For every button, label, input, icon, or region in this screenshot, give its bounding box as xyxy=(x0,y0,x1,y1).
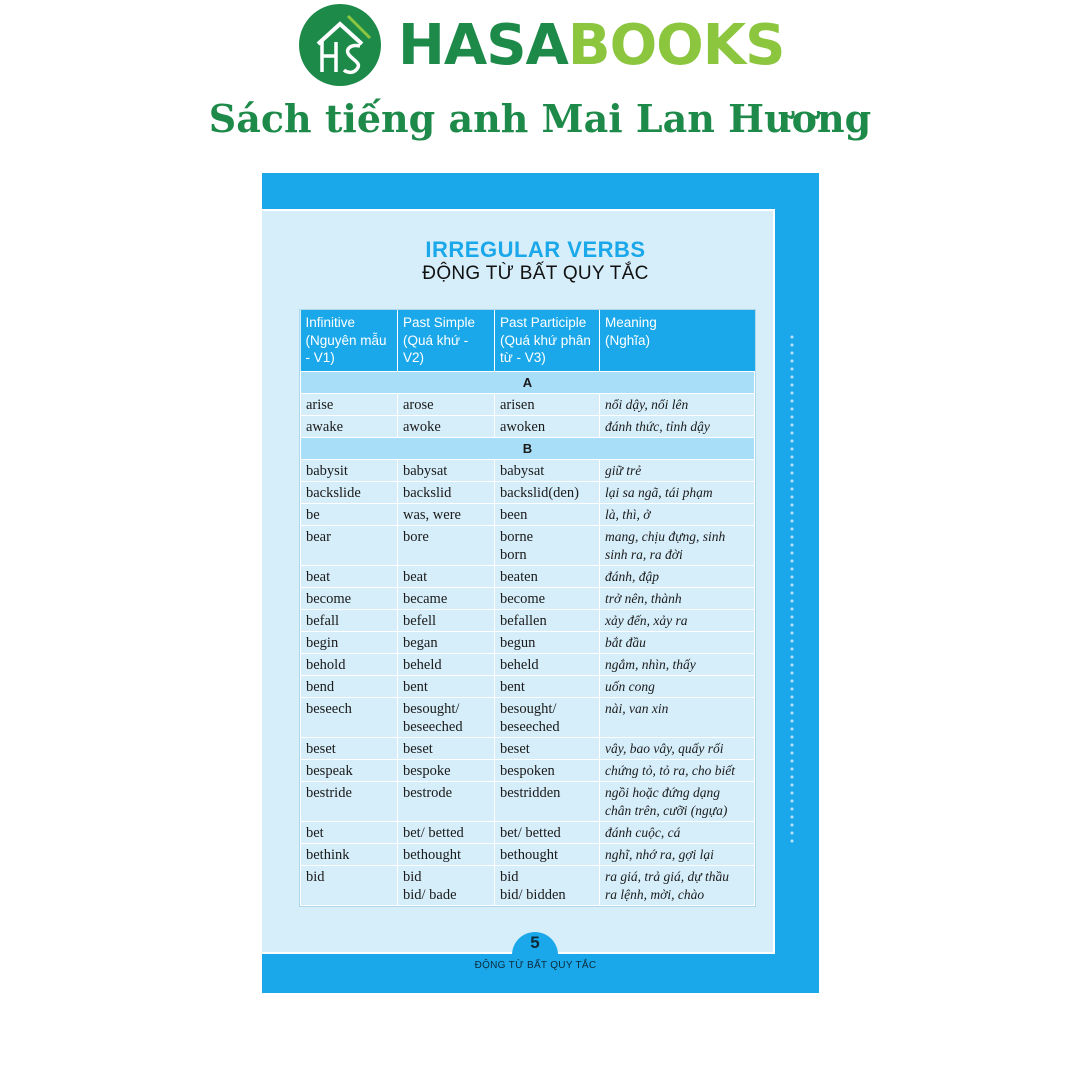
cell-past-simple: bestrode xyxy=(398,781,495,821)
brand-part-books: BOOKS xyxy=(567,13,785,78)
cell-past-simple: beset xyxy=(398,737,495,759)
column-header-meaning: Meaning (Nghĩa) xyxy=(600,310,755,371)
cell-past-participle: babysat xyxy=(495,459,600,481)
dotted-edge-decoration xyxy=(789,333,795,843)
cell-meaning: ngồi hoặc đứng dạng chân trên, cưỡi (ngựa) xyxy=(600,781,755,821)
cell-meaning: đánh thức, tỉnh dậy xyxy=(600,415,755,437)
table-row xyxy=(301,415,755,437)
table-row xyxy=(301,393,755,415)
cell-past-simple: backslid xyxy=(398,481,495,503)
page-title-vi: ĐỘNG TỪ BẤT QUY TẮC xyxy=(422,263,649,284)
cell-past-participle: bent xyxy=(495,675,600,697)
cell-past-participle: become xyxy=(495,587,600,609)
cell-infinitive: awake xyxy=(301,415,398,437)
cell-past-simple: bet/ betted xyxy=(398,821,495,843)
cell-meaning: giữ trẻ xyxy=(600,459,755,481)
table-row xyxy=(301,843,755,865)
cell-meaning: ngắm, nhìn, thấy xyxy=(600,653,755,675)
cell-past-simple: arose xyxy=(398,393,495,415)
cell-past-simple: babysat xyxy=(398,459,495,481)
table-row xyxy=(301,609,755,631)
cell-past-participle: besought/ beseeched xyxy=(495,697,600,737)
cell-past-participle: bethought xyxy=(495,843,600,865)
cell-infinitive: begin xyxy=(301,631,398,653)
letter-group-label: A xyxy=(301,371,755,393)
cell-meaning: ra giá, trả giá, dự thầu ra lệnh, mời, chào xyxy=(600,865,755,905)
cell-past-simple: bethought xyxy=(398,843,495,865)
column-header-past-participle: Past Participle (Quá khứ phân từ - V3) xyxy=(495,310,600,371)
table-row xyxy=(301,675,755,697)
cell-infinitive: bear xyxy=(301,525,398,565)
cell-meaning: vây, bao vây, quấy rối xyxy=(600,737,755,759)
cell-past-participle: awoken xyxy=(495,415,600,437)
table-header-row xyxy=(301,310,755,371)
cell-past-simple: bid bid/ bade xyxy=(398,865,495,905)
cell-past-participle: bet/ betted xyxy=(495,821,600,843)
table-row xyxy=(301,525,755,565)
letter-group-row xyxy=(301,371,755,393)
cell-past-simple: besought/ beseeched xyxy=(398,697,495,737)
table-row xyxy=(301,459,755,481)
cell-infinitive: beat xyxy=(301,565,398,587)
cell-past-simple: awoke xyxy=(398,415,495,437)
cell-infinitive: bet xyxy=(301,821,398,843)
cell-infinitive: behold xyxy=(301,653,398,675)
table-row xyxy=(301,781,755,821)
cell-meaning: xảy đến, xảy ra xyxy=(600,609,755,631)
cell-infinitive: beset xyxy=(301,737,398,759)
cell-meaning: bắt đầu xyxy=(600,631,755,653)
cell-past-simple: befell xyxy=(398,609,495,631)
table-row xyxy=(301,565,755,587)
table-row xyxy=(301,865,755,905)
cell-meaning: đánh, đập xyxy=(600,565,755,587)
hasabooks-logo-icon xyxy=(290,2,390,88)
cell-infinitive: arise xyxy=(301,393,398,415)
cell-infinitive: bethink xyxy=(301,843,398,865)
cell-infinitive: beseech xyxy=(301,697,398,737)
page-number: 5 xyxy=(530,933,540,952)
column-header-past-simple: Past Simple (Quá khứ - V2) xyxy=(398,310,495,371)
cell-past-simple: beheld xyxy=(398,653,495,675)
cell-past-participle: borne born xyxy=(495,525,600,565)
cell-infinitive: befall xyxy=(301,609,398,631)
cell-past-participle: arisen xyxy=(495,393,600,415)
cell-past-simple: began xyxy=(398,631,495,653)
table-row xyxy=(301,503,755,525)
cell-infinitive: bid xyxy=(301,865,398,905)
cell-past-simple: bent xyxy=(398,675,495,697)
table-row xyxy=(301,759,755,781)
cell-past-simple: bore xyxy=(398,525,495,565)
cell-infinitive: bespeak xyxy=(301,759,398,781)
book-page xyxy=(262,173,819,993)
letter-group-row xyxy=(301,437,755,459)
table-row xyxy=(301,587,755,609)
cell-meaning: mang, chịu đựng, sinh sinh ra, ra đời xyxy=(600,525,755,565)
column-header-infinitive: Infinitive (Nguyên mẫu - V1) xyxy=(301,310,398,371)
cell-meaning: nài, van xin xyxy=(600,697,755,737)
cell-past-simple: became xyxy=(398,587,495,609)
table-row xyxy=(301,631,755,653)
cell-infinitive: backslide xyxy=(301,481,398,503)
cell-meaning: trở nên, thành xyxy=(600,587,755,609)
brand-part-hasa: HASA xyxy=(398,13,568,78)
page-title-en: IRREGULAR VERBS xyxy=(425,237,646,262)
cell-past-participle: bestridden xyxy=(495,781,600,821)
table-row xyxy=(301,737,755,759)
cell-past-simple: was, were xyxy=(398,503,495,525)
cell-past-participle: backslid(den) xyxy=(495,481,600,503)
table-row xyxy=(301,821,755,843)
cell-infinitive: become xyxy=(301,587,398,609)
cell-meaning: nghĩ, nhớ ra, gợi lại xyxy=(600,843,755,865)
cell-meaning: chứng tỏ, tỏ ra, cho biết xyxy=(600,759,755,781)
cell-meaning: là, thì, ở xyxy=(600,503,755,525)
cell-infinitive: be xyxy=(301,503,398,525)
cell-past-participle: begun xyxy=(495,631,600,653)
cell-past-participle: beaten xyxy=(495,565,600,587)
cell-meaning: nổi dậy, nổi lên xyxy=(600,393,755,415)
table-row xyxy=(301,481,755,503)
brand-name xyxy=(398,14,785,78)
cell-past-participle: been xyxy=(495,503,600,525)
cell-past-participle: bespoken xyxy=(495,759,600,781)
cell-meaning: uốn cong xyxy=(600,675,755,697)
cell-past-simple: bespoke xyxy=(398,759,495,781)
cell-infinitive: bend xyxy=(301,675,398,697)
cell-past-participle: beset xyxy=(495,737,600,759)
cell-infinitive: bestride xyxy=(301,781,398,821)
table-row xyxy=(301,697,755,737)
letter-group-label: B xyxy=(301,437,755,459)
cell-infinitive: babysit xyxy=(301,459,398,481)
cell-past-participle: bid bid/ bidden xyxy=(495,865,600,905)
cell-past-participle: befallen xyxy=(495,609,600,631)
cell-meaning: đánh cuộc, cá xyxy=(600,821,755,843)
page-footer-label: ĐỘNG TỪ BẤT QUY TẮC xyxy=(474,960,597,971)
cell-past-participle: beheld xyxy=(495,653,600,675)
tagline: Sách tiếng anh Mai Lan Hương xyxy=(208,96,872,141)
cell-past-simple: beat xyxy=(398,565,495,587)
irregular-verbs-table xyxy=(300,310,755,906)
cell-meaning: lại sa ngã, tái phạm xyxy=(600,481,755,503)
table-row xyxy=(301,653,755,675)
